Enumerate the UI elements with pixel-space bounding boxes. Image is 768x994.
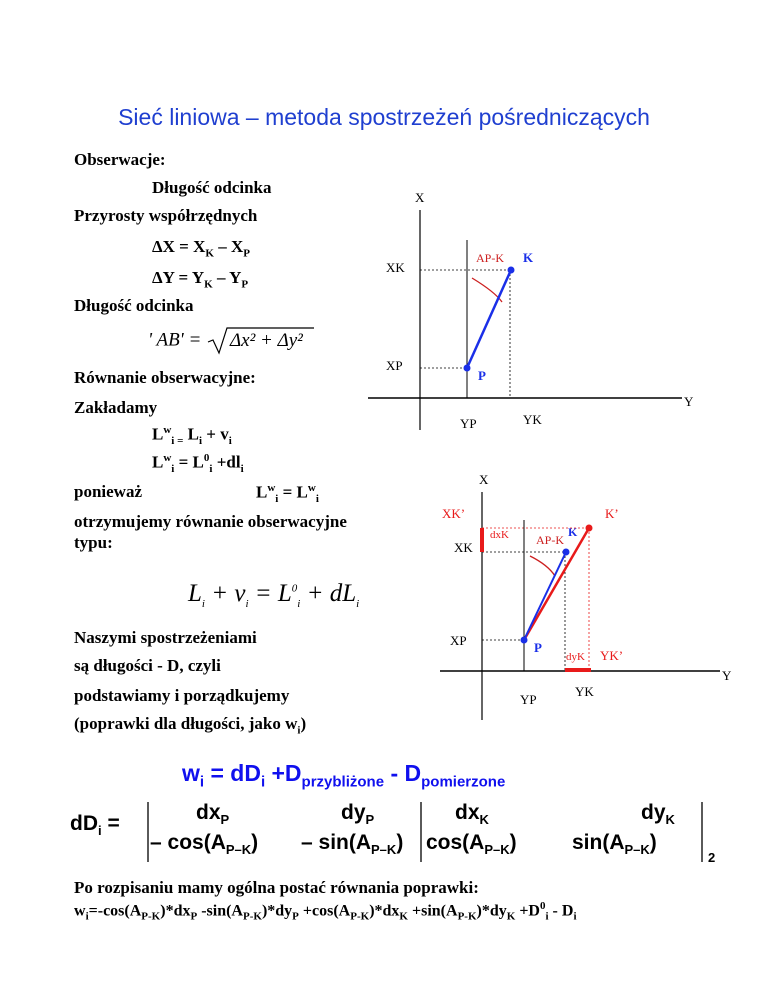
coordinate-increments-label: Przyrosty współrzędnych [74,206,258,225]
k-label: K [523,250,534,265]
det-index: 2 [708,850,716,865]
diagram-2 [440,470,740,740]
axis-y-label: Y [684,394,694,409]
wi-equation: $w_i = dD_i +D_{przybliżone} - D_{pomierzone}$ [182,760,506,791]
our-observations-line-2: są długości - D, czyli [74,656,221,675]
because-label: ponieważ [74,482,142,501]
page-title: Sieć liniowa – metoda spostrzeżeń pośredniczących [118,104,650,130]
det-bottom-2: – $\sin(A_{P-K})$ [301,831,404,858]
angle-arc-2 [530,556,555,576]
yk-label: YK [523,412,542,427]
observation-equation-label: Równanie obserwacyjne: [74,368,256,387]
xp-label-2: XP [450,633,467,648]
apk-label-2: AP-K [536,533,565,547]
yp-label: YP [460,416,477,431]
xk-label-2: XK [454,540,473,555]
xp-label: XP [386,358,403,373]
axis-x-label: X [415,190,425,205]
point-k [508,267,515,274]
yk-label-2: YK [575,684,594,699]
det-bottom-3: $\cos(A_{P-K})$ [426,831,517,858]
equation-lw-3: $L^w_i = L^w_i$ [256,482,319,506]
yk-prime-label: YK’ [600,648,624,663]
point-k-2 [563,549,570,556]
our-observations-line-1: Naszymi spostrzeżeniami [74,628,257,647]
radicand: Δx² + Δy² [230,330,303,351]
xk-prime-label: XK’ [442,506,466,521]
our-observations-line-4: (poprawki dla długości, jako $w_i$) [74,714,307,737]
point-k-prime [586,525,593,532]
diagram-1 [360,180,700,440]
delta-x-equation: $\Delta X = X_K - X_P$ [152,237,250,260]
p-label-2: P [534,640,542,655]
footer-line-2: $w_i=-\cos(A_{P-K})*dx_P$ $-\sin(A_{P-K})*dy_P +\cos(A_{P-K})*dx_K +\sin(A_{P-K})*dy_K +D^0_i - D_i$ [74,900,577,923]
det-top-3: $dx_K$ [455,801,489,828]
we-obtain-line-2: typu: [74,533,113,552]
det-bottom-1: – $\cos(A_{P-K})$ [150,831,259,858]
segment-length-label-2: Długość odcinka [74,296,194,315]
point-p [464,365,471,372]
segment-pk [467,270,511,368]
apk-label: AP-K [476,251,505,265]
ab-formula: ' AB' = Δx² + Δy² [148,326,316,356]
det-top-2: $dy_P$ [341,801,375,828]
xk-label: XK [386,260,405,275]
delta-y-equation: $\Delta Y = Y_K - Y_P$ [152,268,249,291]
det-top-1: $dx_P$ [196,801,230,828]
yp-label-2: YP [520,692,537,707]
equation-lw-2: $L^w_i = L^0_i +dl_i$ [152,452,244,476]
axis-x-label-2: X [479,472,489,487]
p-label: P [478,368,486,383]
det-bottom-4: $\sin(A_{P-K})$ [572,831,657,858]
k-label-2: K [568,525,578,539]
axis-y-label-2: Y [722,668,732,683]
dxk-label: dxK [490,529,509,541]
point-p-2 [521,637,528,644]
our-observations-line-3: podstawiamy i porządkujemy [74,686,290,705]
main-observation-equation: $L_i + v_i = L^0_i + dL_i$ [188,580,360,610]
footer-line-1: Po rozpisaniu mamy ogólna postać równania poprawki: [74,878,479,897]
segment-length-label: Długość odcinka [152,178,272,197]
dyk-label: dyK [566,651,585,663]
observations-heading: Obserwacje: [74,150,166,169]
we-obtain-line-1: otrzymujemy równanie obserwacyjne [74,512,347,531]
det-top-4: $dy_K$ [641,801,675,828]
determinant-lhs: $dD_i$ = [70,812,120,839]
equation-lw-1: $L^w_{i =}$ $L_i + v_i$ [152,424,232,448]
assume-label: Zakładamy [74,398,158,417]
k-prime-label: K’ [605,506,619,521]
